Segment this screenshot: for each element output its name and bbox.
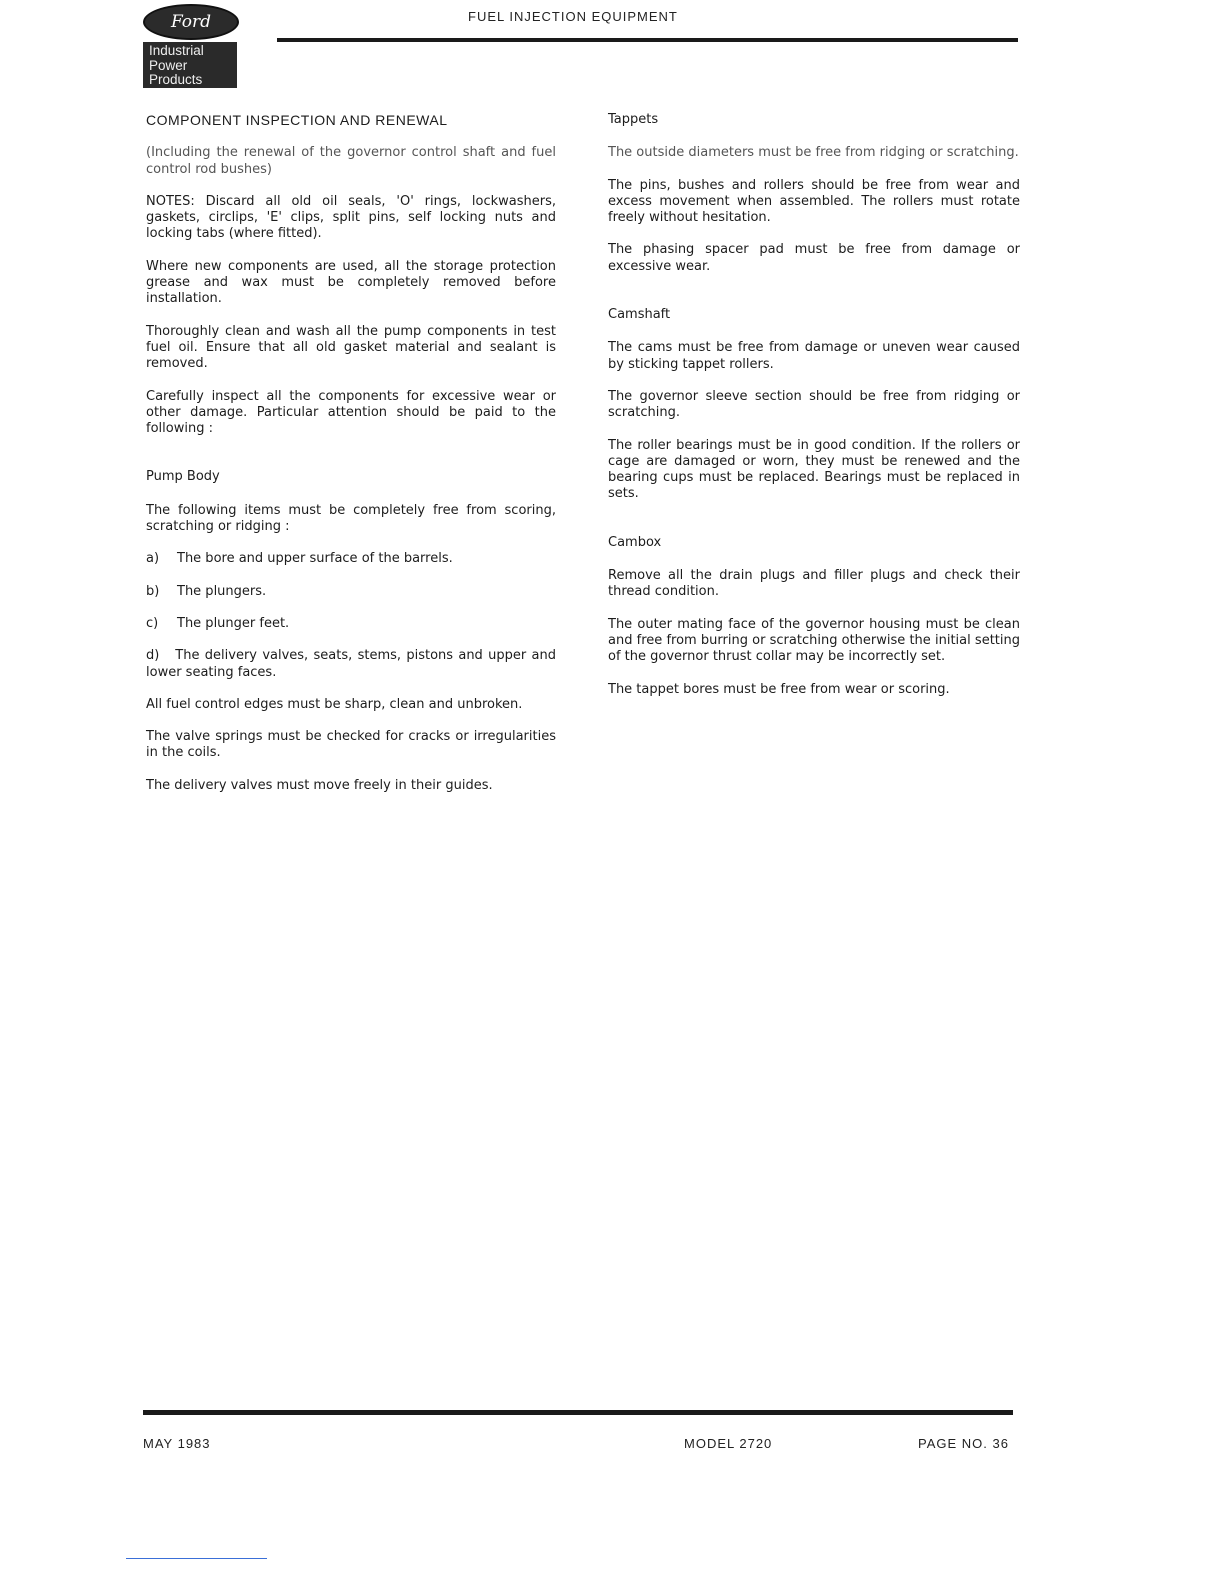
list-item-text: The delivery valves, seats, stems, pistons and upper and lower seating faces. [146, 648, 556, 680]
paragraph-clean: Thoroughly clean and wash all the pump components in test fuel oil. Ensure that all old gasket material and sealant is removed. [146, 323, 556, 372]
left-column [146, 112, 556, 810]
footer-page-number: PAGE NO. 36 [918, 1436, 1009, 1451]
notes-paragraph: NOTES: Discard all old oil seals, 'O' rings, lockwashers, gaskets, circlips, 'E' clips, split pins, self locking nuts and locking tabs (where fitted). [146, 193, 556, 242]
cambox-paragraph-2: The outer mating face of the governor housing must be clean and free from burring or scratching otherwise the initial setting of the governor thrust collar may be incorrectly set. [608, 616, 1020, 665]
camshaft-heading: Camshaft [608, 307, 671, 323]
paragraph-valve-springs: The valve springs must be checked for cracks or irregularities in the coils. [146, 729, 556, 761]
division-line-3: Products [149, 72, 203, 87]
tappets-paragraph-1: The outside diameters must be free from ridging or scratching. [608, 145, 1019, 161]
header-rule [277, 38, 1018, 42]
pump-body-intro: The following items must be completely free from scoring, scratching or ridging : [146, 502, 556, 535]
tappets-heading: Tappets [608, 112, 659, 127]
paragraph-grease: Where new components are used, all the storage protection grease and wax must be completely removed before installation. [146, 258, 556, 307]
camshaft-paragraph-1: The cams must be free from damage or uneven wear caused by sticking tappet rollers. [608, 340, 1020, 372]
list-item [146, 616, 556, 632]
page-header-title: FUEL INJECTION EQUIPMENT [468, 9, 678, 24]
footer-model: MODEL 2720 [684, 1436, 773, 1451]
footer-date: MAY 1983 [143, 1436, 211, 1451]
list-item-text: The plungers. [177, 583, 267, 599]
list-item [146, 551, 556, 567]
list-item [146, 648, 556, 681]
ford-oval-logo: Ford [143, 4, 239, 40]
list-item [146, 584, 556, 600]
link-underline [126, 1558, 267, 1559]
cambox-heading: Cambox [608, 534, 662, 550]
tappets-paragraph-3: The phasing spacer pad must be free from damage or excessive wear. [608, 242, 1020, 274]
ford-industrial-logo [143, 4, 239, 88]
division-line-2: Power [149, 57, 188, 73]
cambox-paragraph-3: The tappet bores must be free from wear or scoring. [608, 681, 950, 697]
paragraph-delivery-valves: The delivery valves must move freely in their guides. [146, 777, 493, 793]
camshaft-paragraph-3: The roller bearings must be in good condition. If the rollers or cage are damaged or worn, they must be renewed and the bearing cups must be replaced. Bearings must be replaced in sets. [608, 437, 1020, 502]
footer-rule [143, 1410, 1013, 1415]
section-heading: COMPONENT INSPECTION AND RENEWAL [146, 112, 448, 128]
pump-body-heading: Pump Body [146, 469, 220, 485]
list-item-text: The plunger feet. [177, 615, 290, 631]
paragraph-inspect: Carefully inspect all the components for excessive wear or other damage. Particular attention should be paid to the following : [146, 388, 556, 437]
division-badge [143, 42, 237, 88]
camshaft-paragraph-2: The governor sleeve section should be free from ridging or scratching. [608, 388, 1020, 421]
list-item-label: a) [146, 551, 160, 567]
cambox-paragraph-1: Remove all the drain plugs and filler plugs and check their thread condition. [608, 568, 1020, 600]
list-item-text: The bore and upper surface of the barrels. [177, 551, 453, 567]
list-item-label: c) [146, 615, 159, 631]
list-item-label: d) [146, 648, 160, 664]
paragraph-control-edges: All fuel control edges must be sharp, clean and unbroken. [146, 696, 523, 712]
division-line-1: Industrial [149, 43, 204, 58]
tappets-paragraph-2: The pins, bushes and rollers should be free from wear and excess movement when assembled. The rollers must rotate freely without hesitation. [608, 177, 1020, 226]
list-item-label: b) [146, 583, 160, 599]
right-column [608, 112, 1020, 714]
section-subtitle: (Including the renewal of the governor control shaft and fuel control rod bushes) [146, 145, 556, 177]
